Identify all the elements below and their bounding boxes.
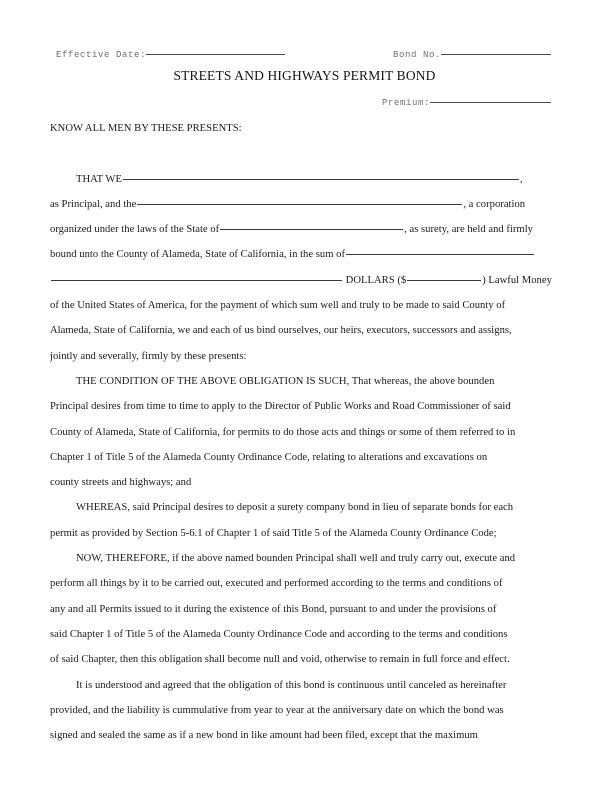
body-line-null-and-void bbox=[50, 647, 558, 672]
blank-fill-rule[interactable] bbox=[220, 229, 403, 230]
bond-number-blank-rule[interactable] bbox=[441, 54, 551, 55]
body-text: WHEREAS, said Principal desires to deposit a surety company bond in lieu of separate bonds for each bbox=[76, 502, 514, 514]
body-text: DOLLARS ($ bbox=[343, 274, 407, 286]
body-text: Principal desires from time to time to apply to the Director of Public Works and Road Commissioner of said bbox=[50, 401, 511, 413]
body-text: said Chapter 1 of Title 5 of the Alameda County Ordinance Code and according to the terms and conditions bbox=[50, 628, 508, 640]
document-body bbox=[50, 116, 558, 748]
body-line-bound-unto bbox=[50, 242, 558, 267]
body-text: any and all Permits issued to it during the existence of this Bond, pursuant to and under the provisions of bbox=[50, 603, 497, 615]
body-line-any-all-permits bbox=[50, 597, 558, 622]
body-text: of the United States of America, for the payment of which sum well and truly to be made to said County of bbox=[50, 300, 506, 312]
blank-fill-rule[interactable] bbox=[346, 254, 534, 255]
body-line-as-principal bbox=[50, 192, 558, 217]
body-text: NOW, THEREFORE, if the above named bounden Principal shall well and truly carry out, execute and bbox=[76, 553, 516, 565]
body-text: perform all things by it to be carried out, executed and performed according to the terms and conditions of bbox=[50, 578, 503, 590]
body-line-condition-above bbox=[50, 369, 558, 394]
body-line-understood-agreed bbox=[50, 673, 558, 698]
body-line-signed-sealed bbox=[50, 723, 558, 748]
page-title: STREETS AND HIGHWAYS PERMIT BOND bbox=[173, 68, 436, 83]
body-text: THAT WE bbox=[76, 173, 122, 185]
body-text: , a corporation bbox=[463, 198, 526, 210]
blank-fill-rule[interactable] bbox=[407, 280, 481, 281]
body-line-chapter-title5 bbox=[50, 445, 558, 470]
body-text: Alameda, State of California, we and each of us bind ourselves, our heirs, executors, successors and assigns, bbox=[50, 325, 512, 337]
body-line-now-therefore bbox=[50, 546, 558, 571]
body-line-blank-1 bbox=[50, 141, 558, 166]
body-line-know-all-men bbox=[50, 116, 558, 141]
body-line-principal-desires bbox=[50, 394, 558, 419]
body-line-dollars-line bbox=[50, 268, 558, 293]
body-line-permit-section bbox=[50, 521, 558, 546]
body-line-united-states bbox=[50, 293, 558, 318]
body-text: bound unto the County of Alameda, State of California, in the sum of bbox=[50, 249, 345, 261]
bond-number-field[interactable] bbox=[393, 50, 551, 60]
premium-field[interactable] bbox=[382, 98, 551, 108]
blank-fill-rule[interactable] bbox=[123, 179, 519, 180]
body-text: It is understood and agreed that the obligation of this bond is continuous until canceled as hereinafter bbox=[76, 679, 507, 691]
body-line-perform-things bbox=[50, 571, 558, 596]
body-line-county-permits bbox=[50, 420, 558, 445]
body-line-said-chapter bbox=[50, 622, 558, 647]
effective-date-field[interactable] bbox=[56, 50, 285, 60]
blank-fill-rule[interactable] bbox=[137, 204, 462, 205]
body-line-county-streets bbox=[50, 470, 558, 495]
body-text: provided, and the liability is cummulative from year to year at the anniversary date on which the bond was bbox=[50, 704, 504, 716]
premium-label: Premium: bbox=[382, 98, 431, 108]
body-text: signed and sealed the same as if a new bond in like amount had been filed, except that the maximum bbox=[50, 730, 478, 742]
premium-blank-rule[interactable] bbox=[430, 102, 551, 103]
body-text: county streets and highways; and bbox=[50, 477, 192, 489]
body-text: , as surety, are held and firmly bbox=[404, 224, 533, 236]
body-text: THE CONDITION OF THE ABOVE OBLIGATION IS SUCH, That whereas, the above bounden bbox=[76, 375, 495, 387]
body-line-whereas-deposit bbox=[50, 495, 558, 520]
body-text: as Principal, and the bbox=[50, 198, 137, 210]
body-text: organized under the laws of the State of bbox=[50, 224, 220, 236]
body-text: , bbox=[519, 173, 523, 185]
effective-date-label: Effective Date: bbox=[56, 50, 147, 60]
body-text: County of Alameda, State of California, for permits to do those acts and things or some of them referred to in bbox=[50, 426, 516, 438]
body-text: ) Lawful Money bbox=[482, 274, 552, 286]
body-line-organized-laws bbox=[50, 217, 558, 242]
body-text: permit as provided by Section 5-6.1 of Chapter 1 of said Title 5 of the Alameda County Ordinance Code; bbox=[50, 527, 497, 539]
blank-fill-rule[interactable] bbox=[51, 280, 342, 281]
body-line-jointly-severally bbox=[50, 344, 558, 369]
body-line-that-we bbox=[50, 167, 558, 192]
body-line-alameda-bind bbox=[50, 318, 558, 343]
body-text: Chapter 1 of Title 5 of the Alameda County Ordinance Code, relating to alterations and excavations on bbox=[50, 451, 488, 463]
effective-date-blank-rule[interactable] bbox=[146, 54, 285, 55]
bond-number-label: Bond No. bbox=[393, 50, 442, 60]
body-line-provided-liability bbox=[50, 698, 558, 723]
body-text: KNOW ALL MEN BY THESE PRESENTS: bbox=[50, 123, 242, 134]
body-text: jointly and severally, firmly by these presents: bbox=[50, 350, 247, 362]
body-text: of said Chapter, then this obligation shall become null and void, otherwise to remain in full force and effect. bbox=[50, 654, 510, 666]
